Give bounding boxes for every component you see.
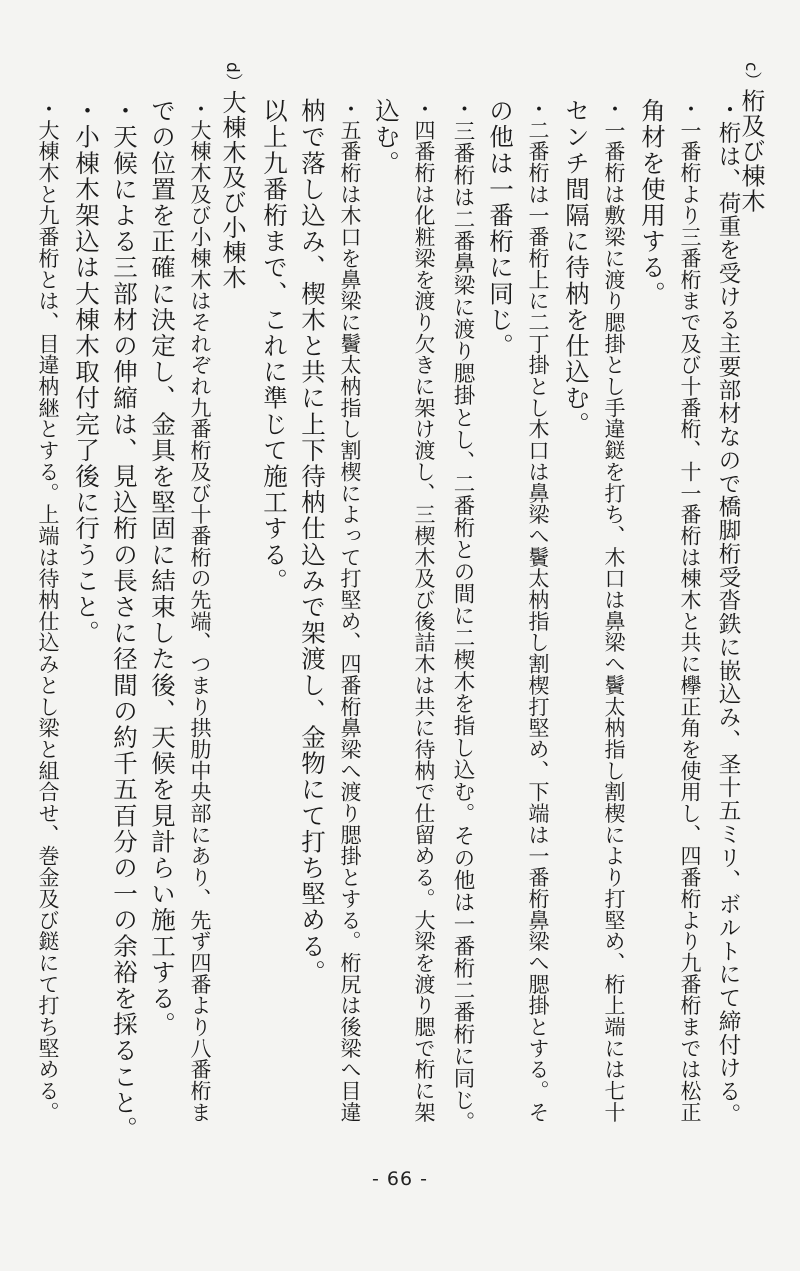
text-line: ・二番桁は一番桁上に二丁掛とし木口は鼻梁へ鬢太枘指し割楔打堅め、下端は一番桁鼻梁へ腮掛とする。そ	[526, 98, 550, 1123]
text-line: 込む。	[372, 98, 401, 177]
text-line: での位置を正確に決定し、金具を堅固に結束した後、天候を見計らい施工する。	[148, 98, 177, 1038]
text-line: 以上九番桁まで、これに準じて施工する。	[260, 98, 289, 594]
text-line: ・桁は、荷重を受ける主要部材なので橋脚桁受沓鉄に嵌込み、圣十五ミリ、ボルトにて締付ける。	[715, 98, 741, 1127]
page-number: - 66 -	[372, 1168, 428, 1190]
text-line: 枘で落し込み、楔木と共に上下待枘仕込みで架渡し、金物にて打ち堅める。	[298, 98, 327, 986]
text-line: の他は一番桁に同じ。	[486, 98, 515, 359]
text-line: ・一番桁は敷梁に渡り腮掛とし手違鎹を打ち、木口は鼻梁へ鬢太枘指し割楔により打堅め、桁上端には七十	[602, 98, 626, 1123]
section-d-heading-tag: d）	[222, 62, 242, 90]
text-line: ・三番桁は二番鼻梁に渡り腮掛とし、二番桁との間に二楔木を指し込む。その他は一番桁二番桁に同じ。	[450, 98, 475, 1134]
text-line: ・四番桁は化粧梁を渡り欠きに架け渡し、三楔木及び後詰木は共に待枘で仕留める。大梁を渡り腮で桁に架	[412, 98, 436, 1123]
text-line: センチ間隔に待枘を仕込む。	[562, 98, 591, 438]
text-line: ・小棟木架込は大棟木取付完了後に行うこと。	[72, 98, 101, 647]
section-c-heading-title: 桁及び棟木	[737, 88, 765, 214]
text-line: 角材を使用する。	[638, 98, 667, 307]
text-line: ・五番桁は木口を鼻梁に鬢太枘指し割楔によって打堅め、四番桁鼻梁へ渡り腮掛とする。桁尻は後梁へ目違	[338, 98, 362, 1123]
text-line: ・天候による三部材の伸縮は、見込桁の長さに径間の約千五百分の一の余裕を採ること。	[110, 98, 139, 1142]
text-line: ・大棟木及び小棟木はそれぞれ九番桁及び十番桁の先端、つまり拱肋中央部にあり、先ず四番より八番桁ま	[188, 98, 212, 1123]
section-c-heading-tag: c）	[741, 62, 761, 89]
text-line: ・一番桁より三番桁まで及び十番桁、十一番桁は棟木と共に欅正角を使用し、四番桁より九番桁までは松正	[678, 98, 702, 1123]
section-d-heading-title: 大棟木及び小棟木	[218, 89, 246, 290]
text-line: ・大棟木と九番桁とは、目違枘継とする。上端は待枘仕込みとし梁と組合せ、巻金及び鎹にて打ち堅める。	[36, 98, 60, 1123]
